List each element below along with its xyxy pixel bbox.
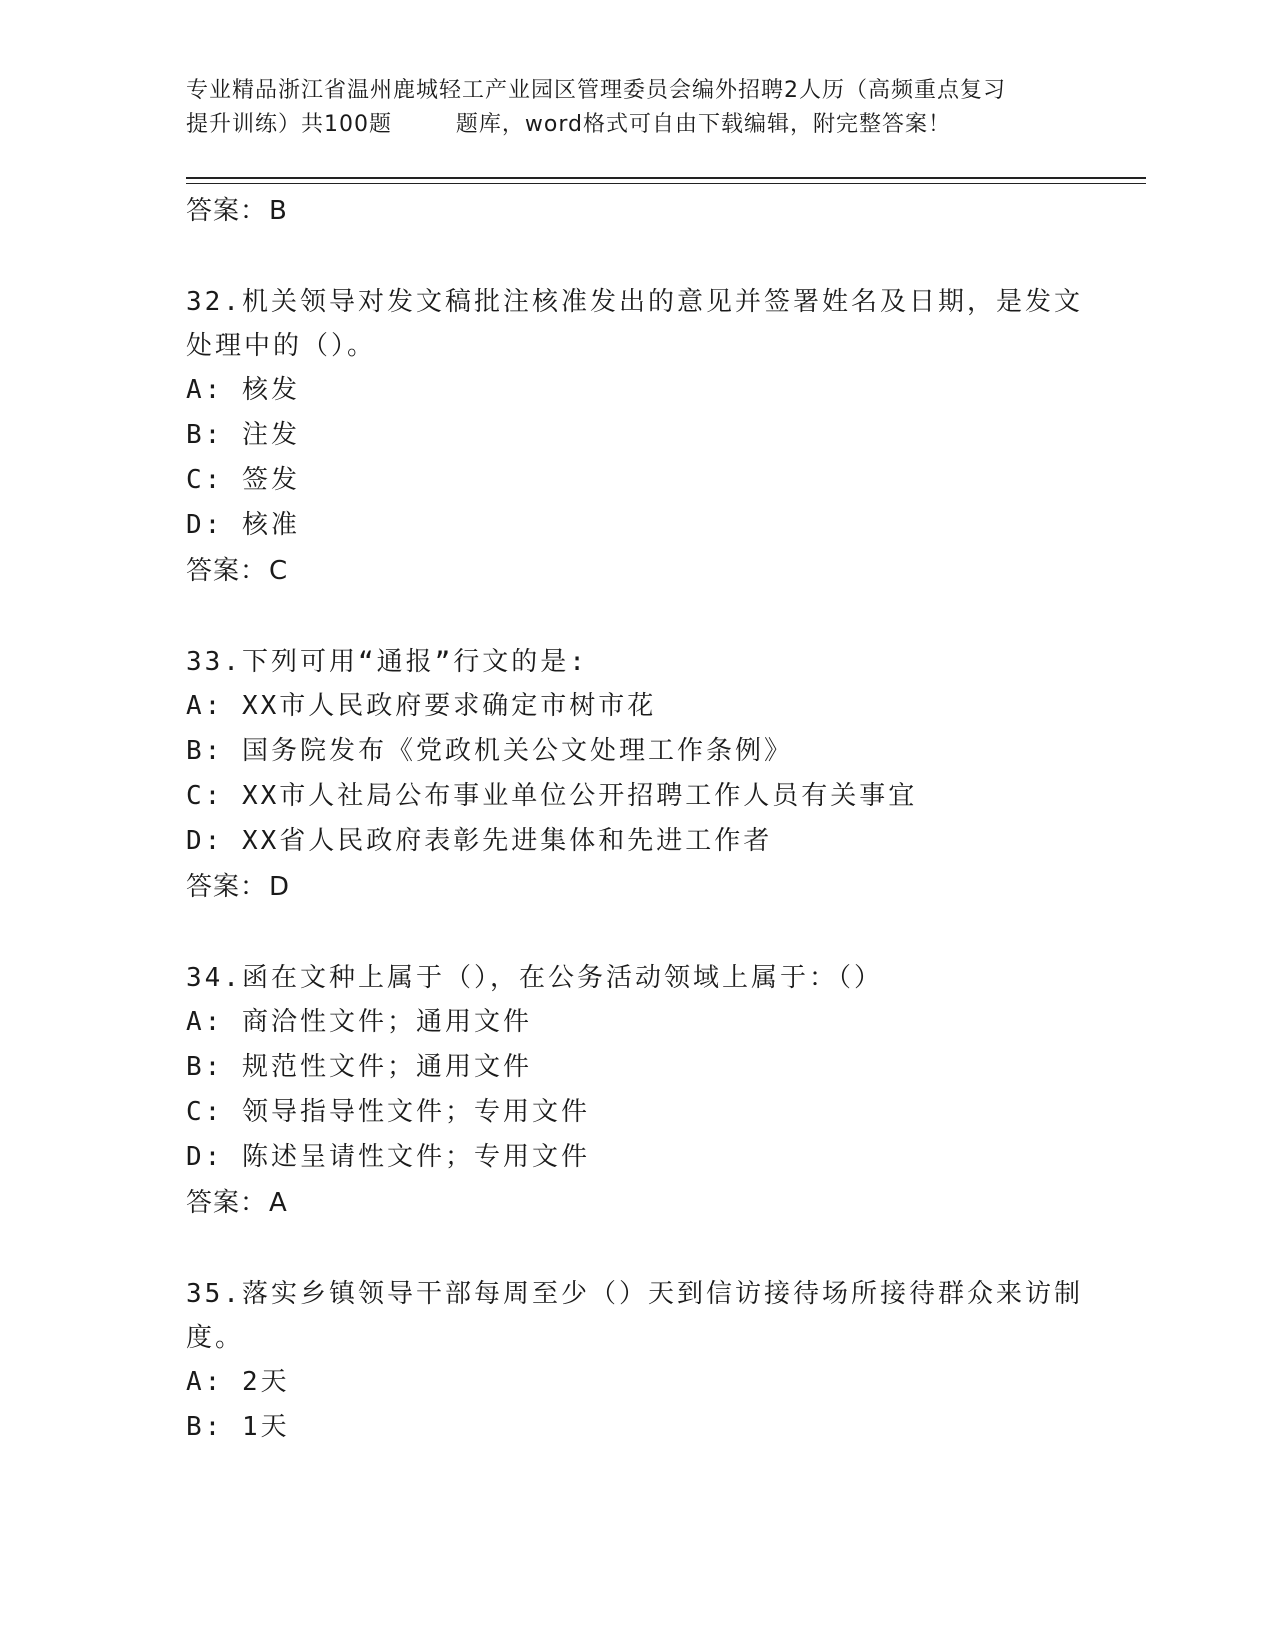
header-title-line-1: 专业精品浙江省温州鹿城轻工产业园区管理委员会编外招聘2人历（高频重点复习 xyxy=(186,78,1006,103)
answer-value: D xyxy=(269,872,291,902)
header-title-line-2: 提升训练）共100题 题库，word格式可自由下载编辑，附完整答案！ xyxy=(186,112,952,137)
option-d: D: 陈述呈请性文件；专用文件 xyxy=(186,1142,590,1172)
answer-label: 答案： xyxy=(186,556,268,586)
question-32 xyxy=(186,280,1086,594)
question-list xyxy=(186,188,1086,1450)
question-35 xyxy=(186,1272,1086,1450)
question-34 xyxy=(186,956,1086,1226)
answer-label: 答案： xyxy=(186,872,268,902)
answer-line-32 xyxy=(186,548,1086,594)
answer-line-34 xyxy=(186,1180,1086,1226)
option-c: C: 领导指导性文件；专用文件 xyxy=(186,1097,590,1127)
option-b: B: 注发 xyxy=(186,420,300,450)
option-b: B: 规范性文件；通用文件 xyxy=(186,1052,532,1082)
question-text: 33.下列可用“通报”行文的是: xyxy=(186,647,588,677)
page-header xyxy=(186,74,1086,142)
answer-value: A xyxy=(269,1188,288,1218)
option-c: C: 签发 xyxy=(186,465,300,495)
answer-line-33 xyxy=(186,864,1086,910)
question-text: 35.落实乡镇领导干部每周至少（）天到信访接待场所接待群众来访制度。 xyxy=(186,1279,1083,1353)
option-a: A: 核发 xyxy=(186,375,300,405)
answer-line-31 xyxy=(186,188,1086,234)
option-a: A: 2天 xyxy=(186,1367,290,1397)
answer-value: B xyxy=(269,196,288,226)
option-d: D: XX省人民政府表彰先进集体和先进工作者 xyxy=(186,826,773,856)
header-divider-thick xyxy=(186,177,1146,179)
question-text: 32.机关领导对发文稿批注核准发出的意见并签署姓名及日期，是发文处理中的（）。 xyxy=(186,287,1083,361)
option-d: D: 核准 xyxy=(186,510,300,540)
option-a: A: 商洽性文件；通用文件 xyxy=(186,1007,532,1037)
option-a: A: XX市人民政府要求确定市树市花 xyxy=(186,691,657,721)
option-b: B: 1天 xyxy=(186,1412,290,1442)
answer-label: 答案： xyxy=(186,196,268,226)
option-b: B: 国务院发布《党政机关公文处理工作条例》 xyxy=(186,736,793,766)
header-divider-thin xyxy=(186,183,1146,184)
question-text: 34.函在文种上属于（），在公务活动领域上属于：（） xyxy=(186,963,883,993)
option-c: C: XX市人社局公布事业单位公开招聘工作人员有关事宜 xyxy=(186,781,918,811)
question-33 xyxy=(186,640,1086,910)
answer-label: 答案： xyxy=(186,1188,268,1218)
answer-value: C xyxy=(269,556,289,586)
